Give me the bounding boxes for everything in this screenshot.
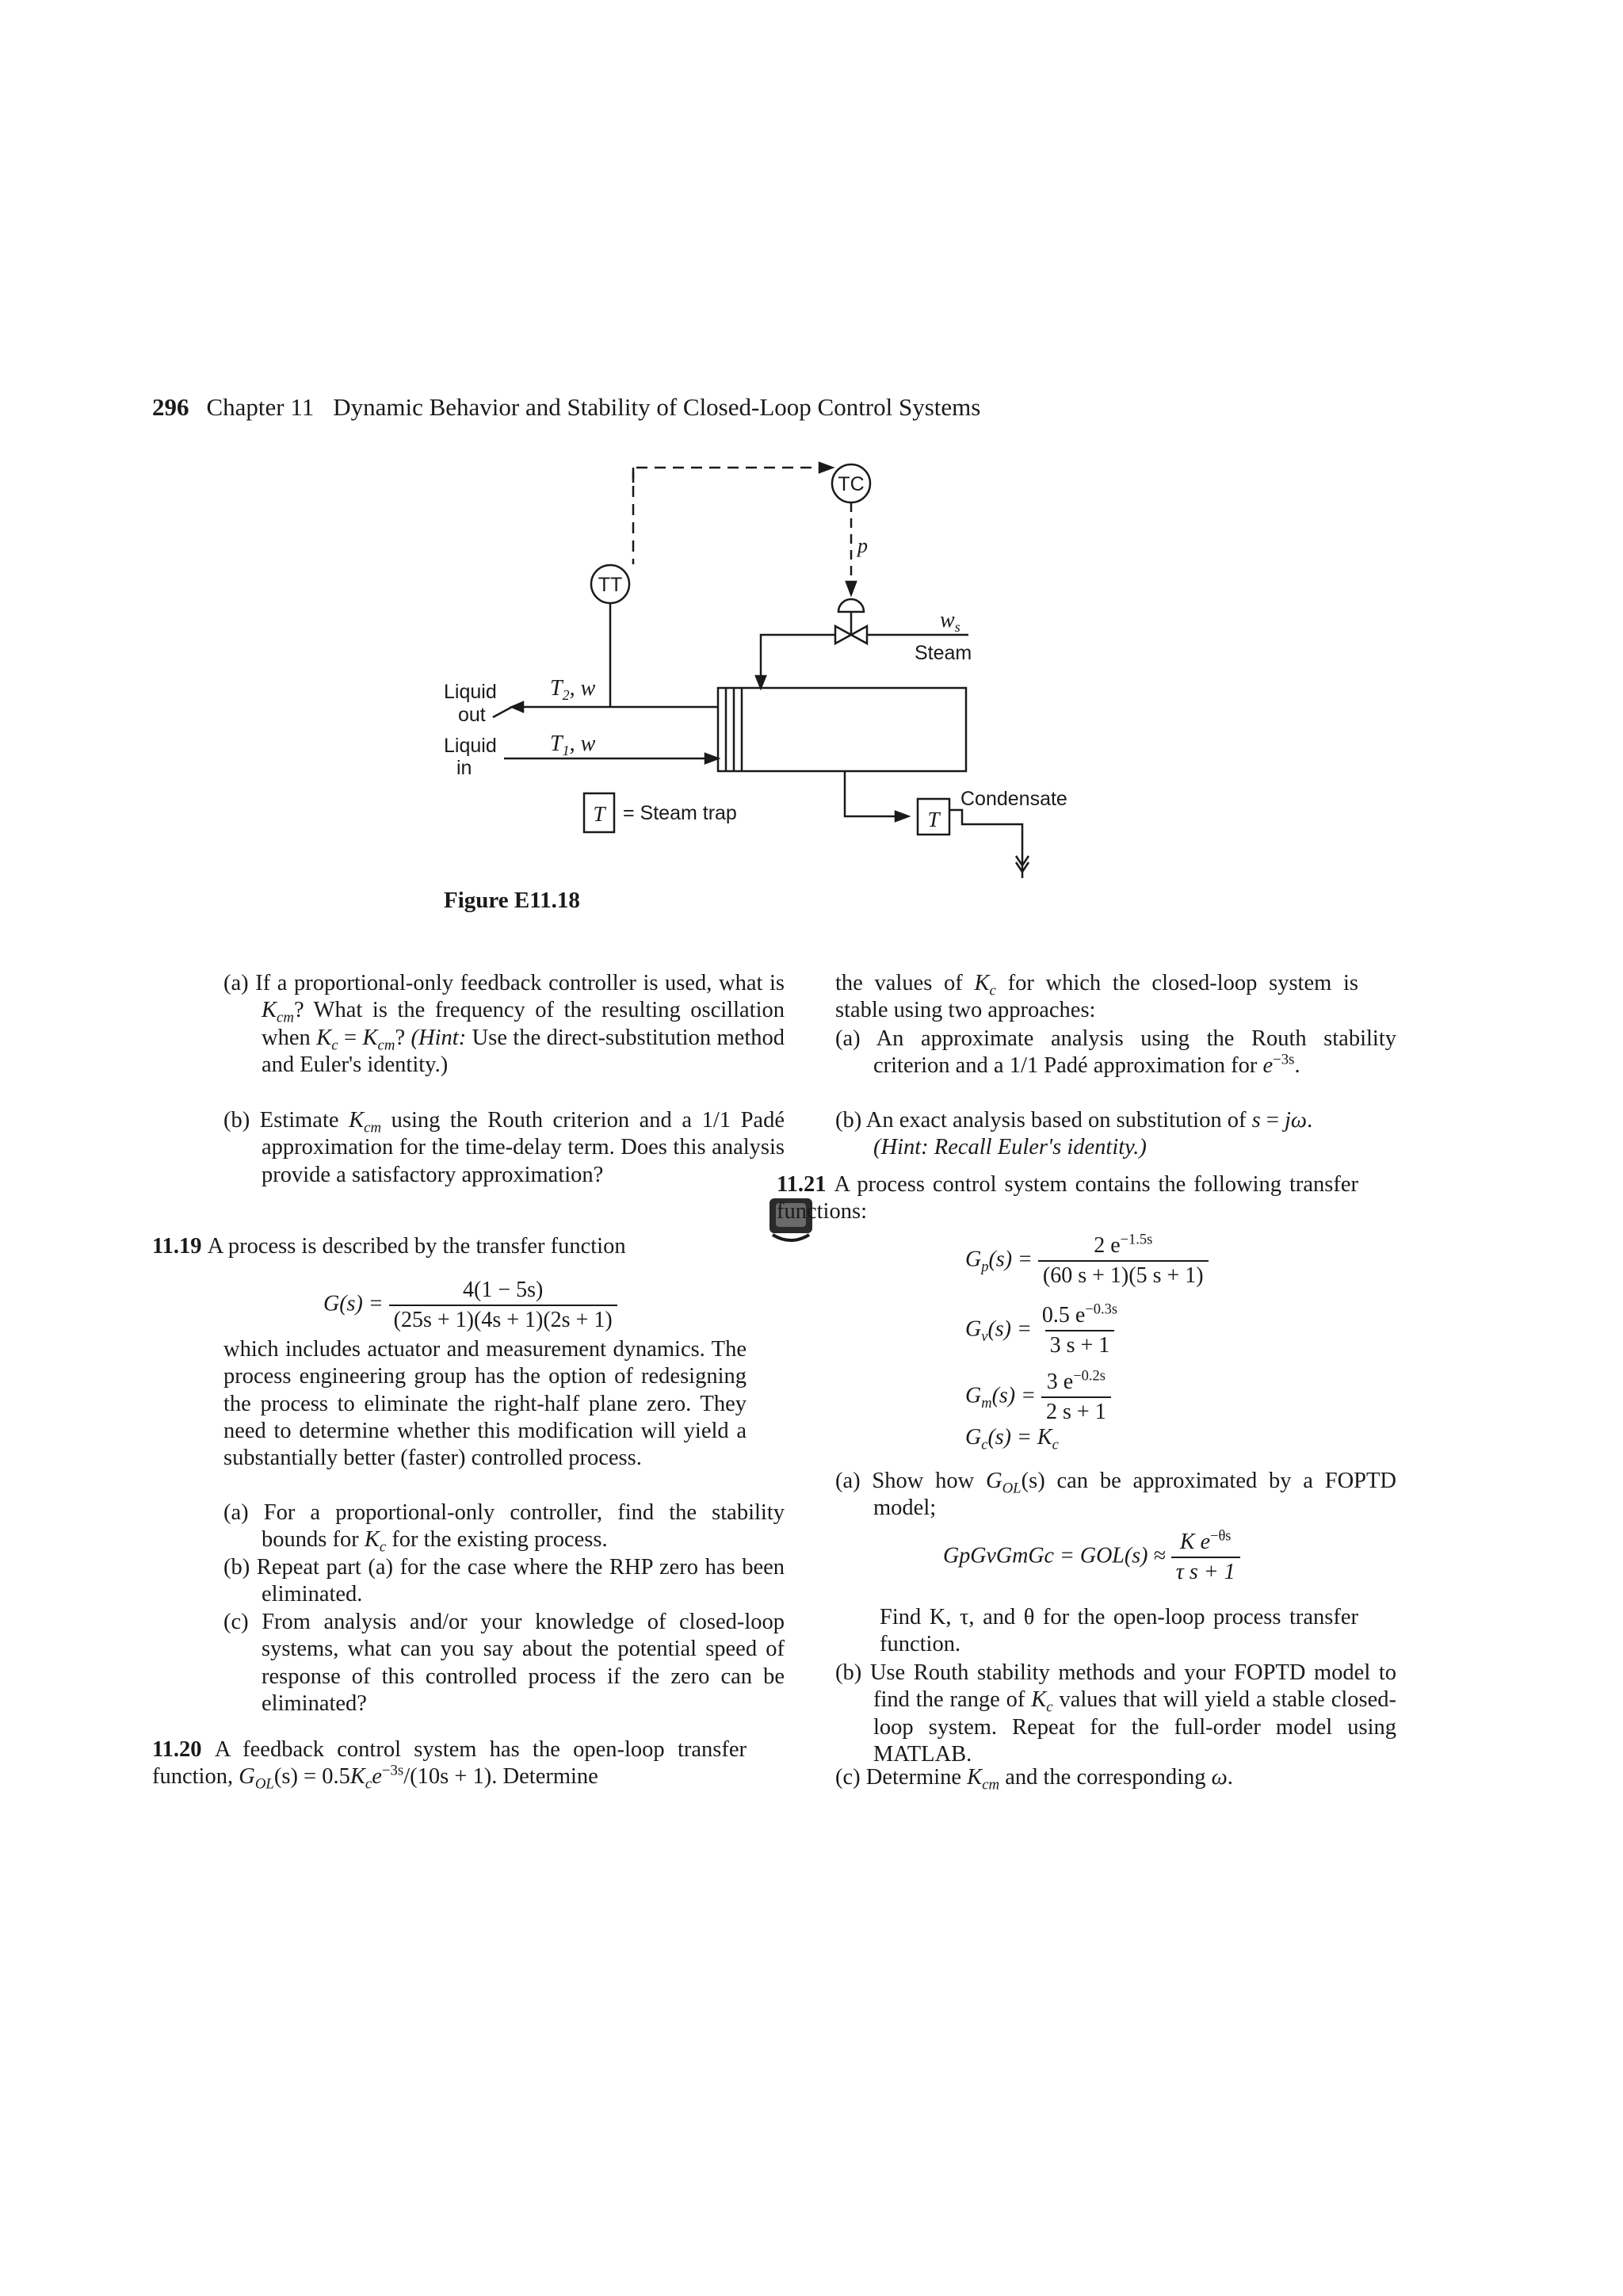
ws-label: $w_s$: [940, 608, 960, 635]
exercise-11-20-continued: the values of $K_c$ for which the closed-loop system is stable using two approaches:: [835, 971, 1358, 1023]
exercise-11-21-part-c: (c) Determine $K_{cm}$ and the corresponding ω.: [835, 1765, 1233, 1794]
steam-arrow-icon: [756, 676, 766, 688]
equation-gp: $G_p(s)$ = $\frac{2 e^{-1.5s}}{(60 s + 1)(5 s + 1)}$: [965, 1233, 1209, 1289]
equation-foptd: GpGvGmGc = GOL(s) ≈ $\frac{K e^{-\theta s}}{\text{τ s + 1}}$: [943, 1530, 1240, 1585]
condensate-label: Condensate: [960, 788, 1067, 810]
exercise-11-21-part-b: (b) Use Routh stability methods and your FOPTD model to find the range of $K_c$ values that will yield a stable closed-loop system. Repeat for the full-order model using MATLAB.: [835, 1660, 1396, 1767]
liquid-out-line-tail: [493, 707, 512, 717]
signal-arrow-icon: [819, 463, 832, 472]
page-number: 296: [152, 393, 189, 421]
p-label: p: [857, 534, 868, 557]
chapter-label: Chapter 11: [206, 393, 315, 421]
equation-11-19: G(s) = $\frac{4(1 - 5s)}{(25s + 1)(4s + 1)(2s + 1)}$: [323, 1278, 617, 1333]
exercise-11-18-part-b: (b) Estimate $K_{cm}$ using the Routh criterion and a 1/1 Padé approximation for the time-delay term. Does this analysis provide a satisfactory approximation?: [223, 1108, 785, 1187]
heat-exchanger-shell: [718, 688, 966, 771]
exercise-11-20-part-a: (a) An approximate analysis using the Routh stability criterion and a 1/1 Padé approximation for $e^{-3s}$.: [835, 1026, 1396, 1079]
exercise-11-20: 11.20 A feedback control system has the open-loop transfer function, $G_{OL}(s) = 0.5K_ce^{-3s}/(10s + 1)$. Determine: [152, 1737, 747, 1793]
liquid-in-arrow-icon: [705, 754, 718, 763]
liquid-in-label-1: Liquid: [444, 735, 497, 757]
legend-trap-symbol: T: [593, 802, 605, 826]
figure-caption: Figure E11.18: [444, 888, 580, 913]
liquid-out-label-2: out: [458, 704, 486, 726]
exercise-number: 11.21: [777, 1172, 827, 1197]
liquid-in-label-2: in: [456, 757, 472, 779]
exercise-11-21-intro: 11.21 A process control system contains the following transfer functions:: [777, 1172, 1359, 1224]
exercise-number: 11.20: [152, 1737, 202, 1762]
exercise-11-19-part-a: (a) For a proportional-only controller, find the stability bounds for $K_c$ for the existing process.: [223, 1500, 785, 1556]
equation-gm: $G_m(s)$ = $\frac{3 e^{-0.2s}}{2 s + 1}$: [965, 1370, 1111, 1425]
signal-arrow-down-icon: [846, 582, 856, 594]
equation-gc: $G_c(s) = K_c$: [965, 1425, 1059, 1453]
liquid-out-label-1: Liquid: [444, 681, 497, 703]
condensate-drain-line: [949, 810, 1022, 864]
liquid-out-arrow-icon: [512, 702, 523, 712]
figure-e11-18: [0, 0, 1623, 935]
condensate-arrow-icon: [896, 812, 908, 821]
tt-label: TT: [598, 574, 623, 596]
exercise-11-20-part-b: (b) An exact analysis based on substitution of s = jω. (Hint: Recall Euler's identity.): [835, 1108, 1313, 1160]
condensate-line: [845, 771, 907, 816]
signal-line-tt-to-tc: [633, 468, 821, 483]
steam-label: Steam: [915, 642, 972, 664]
exercise-11-19-part-b: (b) Repeat part (a) for the case where the RHP zero has been eliminated.: [223, 1555, 785, 1607]
exercise-11-21-find: Find K, τ, and θ for the open-loop process transfer function.: [880, 1605, 1358, 1657]
exercise-11-18-part-a: (a) If a proportional-only feedback controller is used, what is $K_{cm}$? What is the frequency of the resulting oscillation when $K_c = K_{cm}$? (Hint: Use the direct-substitution method and Euler's identity.): [223, 971, 785, 1077]
equation-gv: $G_v(s)$ = $\frac{0.5 e^{-0.3s}}{3 s + 1}$: [965, 1301, 1118, 1358]
exercise-number: 11.19: [152, 1234, 202, 1259]
steam-trap-symbol: T: [927, 808, 940, 831]
chapter-title: Dynamic Behavior and Stability of Closed-Loop Control Systems: [333, 393, 981, 421]
exercise-11-21-part-a: (a) Show how $G_{OL}(s)$ can be approximated by a FOPTD model;: [835, 1469, 1396, 1521]
steam-trap-legend: = Steam trap: [623, 802, 737, 824]
tc-label: TC: [838, 473, 865, 495]
valve-actuator-icon: [838, 599, 864, 612]
exercise-11-19-part-c: (c) From analysis and/or your knowledge of closed-loop systems, what can you say about the potential speed of response of this controlled process if the zero can be eliminated?: [223, 1610, 785, 1716]
exercise-11-19-body: which includes actuator and measurement dynamics. The process engineering group has the option of redesigning the process to eliminate the right-half plane zero. They need to determine whether this modification will yield a substantially better (faster) controlled process.: [223, 1337, 747, 1471]
steam-line-to-exchanger: [761, 635, 835, 678]
t2-label: $T_2$, w: [550, 676, 596, 703]
t1-label: $T_1$, w: [550, 732, 596, 758]
exercise-11-19-intro: 11.19 A process is described by the transfer function: [152, 1234, 626, 1259]
